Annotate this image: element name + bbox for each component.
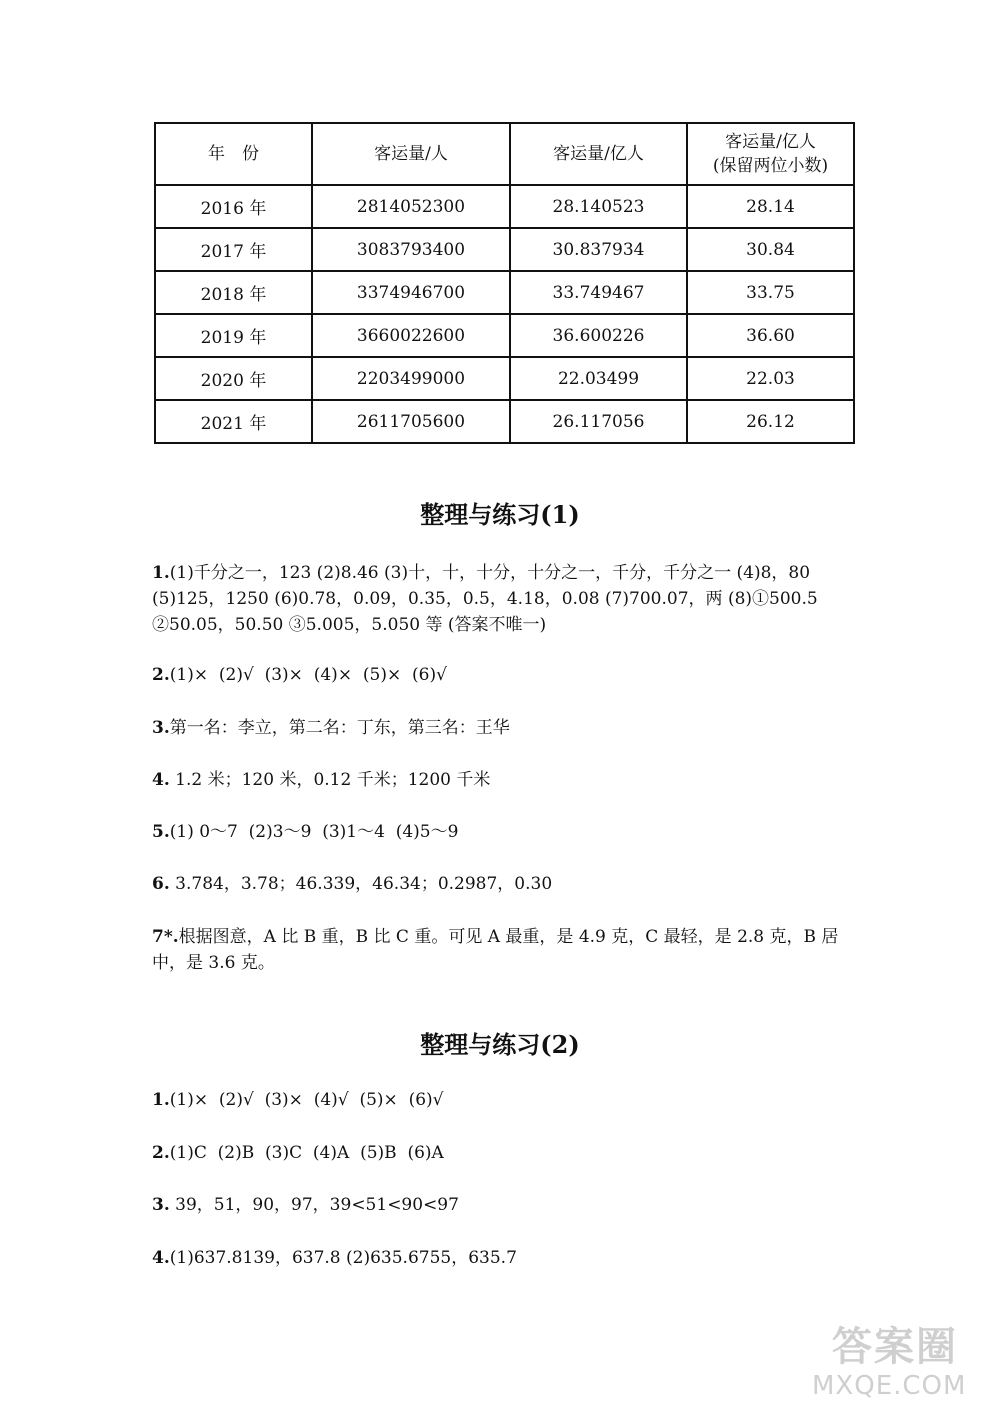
table-cell: 2611705600 — [312, 400, 510, 443]
passenger-volume-table — [154, 122, 855, 444]
answer-item — [152, 924, 872, 976]
answer-item — [152, 715, 872, 741]
table-cell: 22.03 — [687, 357, 854, 400]
table-header-row — [155, 123, 854, 185]
answer-item — [152, 871, 872, 897]
table-cell: 3660022600 — [312, 314, 510, 357]
answer-number: 7*. — [152, 927, 179, 947]
answer-item — [152, 662, 872, 688]
answer-number: 6. — [152, 874, 170, 894]
table-cell: 26.12 — [687, 400, 854, 443]
table-cell: 3374946700 — [312, 271, 510, 314]
answer-text: (1) 0～7 (2)3～9 (3)1～4 (4)5～9 — [169, 822, 459, 842]
answer-number: 2. — [152, 1143, 170, 1163]
answer-text: 1.2 米；120 米，0.12 千米；1200 千米 — [169, 770, 491, 790]
table-cell: 36.60 — [687, 314, 854, 357]
header-volume-people: 客运量/人 — [312, 123, 510, 185]
answer-number: 4. — [152, 770, 170, 790]
watermark-logo — [812, 1315, 982, 1407]
table-cell: 2017 年 — [155, 228, 312, 271]
table-cell: 2019 年 — [155, 314, 312, 357]
section-2-title: 整理与练习(2) — [420, 1030, 580, 1059]
table-cell: 2021 年 — [155, 400, 312, 443]
table-cell: 28.140523 — [510, 185, 687, 228]
table-cell: 26.117056 — [510, 400, 687, 443]
table-cell: 2203499000 — [312, 357, 510, 400]
answer-text: (1)× (2)√ (3)× (4)√ (5)× (6)√ — [169, 1090, 444, 1110]
answer-text: (1)C (2)B (3)C (4)A (5)B (6)A — [169, 1143, 444, 1163]
answer-item — [152, 1140, 872, 1166]
table-cell: 30.84 — [687, 228, 854, 271]
table-cell: 22.03499 — [510, 357, 687, 400]
answer-number: 3. — [152, 1195, 170, 1215]
answer-number: 2. — [152, 665, 170, 685]
header-year: 年 份 — [155, 123, 312, 185]
answer-item — [152, 767, 872, 793]
answer-item — [152, 1192, 872, 1218]
table-row — [155, 185, 854, 228]
answer-text: (1)637.8139，637.8 (2)635.6755，635.7 — [169, 1248, 517, 1268]
table-cell: 2020 年 — [155, 357, 312, 400]
table-cell: 3083793400 — [312, 228, 510, 271]
answer-number: 1. — [152, 1090, 170, 1110]
answer-item — [152, 1087, 872, 1113]
answer-number: 4. — [152, 1248, 170, 1268]
answer-text: 第一名：李立，第二名：丁东，第三名：王华 — [169, 718, 510, 738]
header-volume-rounded: 客运量/亿人 (保留两位小数) — [687, 123, 854, 185]
answer-item — [152, 560, 872, 638]
header-volume-100m: 客运量/亿人 — [510, 123, 687, 185]
answer-number: 1. — [152, 563, 170, 583]
watermark-text-top: 答案圈 — [832, 1324, 958, 1370]
answer-text: 根据图意，A 比 B 重，B 比 C 重。可见 A 最重，是 4.9 克，C 最轻，是 2.8 克，B 居中，是 3.6 克。 — [152, 927, 839, 973]
table-cell: 2016 年 — [155, 185, 312, 228]
table-cell: 33.749467 — [510, 271, 687, 314]
table-cell: 30.837934 — [510, 228, 687, 271]
table-row — [155, 357, 854, 400]
table-cell: 2018 年 — [155, 271, 312, 314]
answer-number: 5. — [152, 822, 170, 842]
answer-text: 39，51，90，97，39<51<90<97 — [169, 1195, 459, 1215]
answer-item — [152, 1245, 872, 1271]
table-cell: 2814052300 — [312, 185, 510, 228]
table-cell: 33.75 — [687, 271, 854, 314]
answer-text: (1)千分之一，123 (2)8.46 (3)十，十，十分，十分之一，千分，千分之一 (4)8，80 (5)125，1250 (6)0.78，0.09，0.35，0.5，4.18，0.08 (7)700.07，两 (8)①500.5 ②50.05，50.50 ③5.005，5.050 等 (答案不唯一) — [152, 563, 824, 635]
watermark-text-bottom: MXQE.COM — [812, 1371, 967, 1401]
table-cell: 28.14 — [687, 185, 854, 228]
table-row — [155, 314, 854, 357]
table-row — [155, 400, 854, 443]
table-row — [155, 228, 854, 271]
answer-item — [152, 819, 872, 845]
answer-text: (1)× (2)√ (3)× (4)× (5)× (6)√ — [169, 665, 447, 685]
answer-text: 3.784，3.78；46.339，46.34；0.2987，0.30 — [169, 874, 553, 894]
answer-number: 3. — [152, 718, 170, 738]
table-cell: 36.600226 — [510, 314, 687, 357]
table-row — [155, 271, 854, 314]
section-1-title: 整理与练习(1) — [420, 500, 580, 529]
